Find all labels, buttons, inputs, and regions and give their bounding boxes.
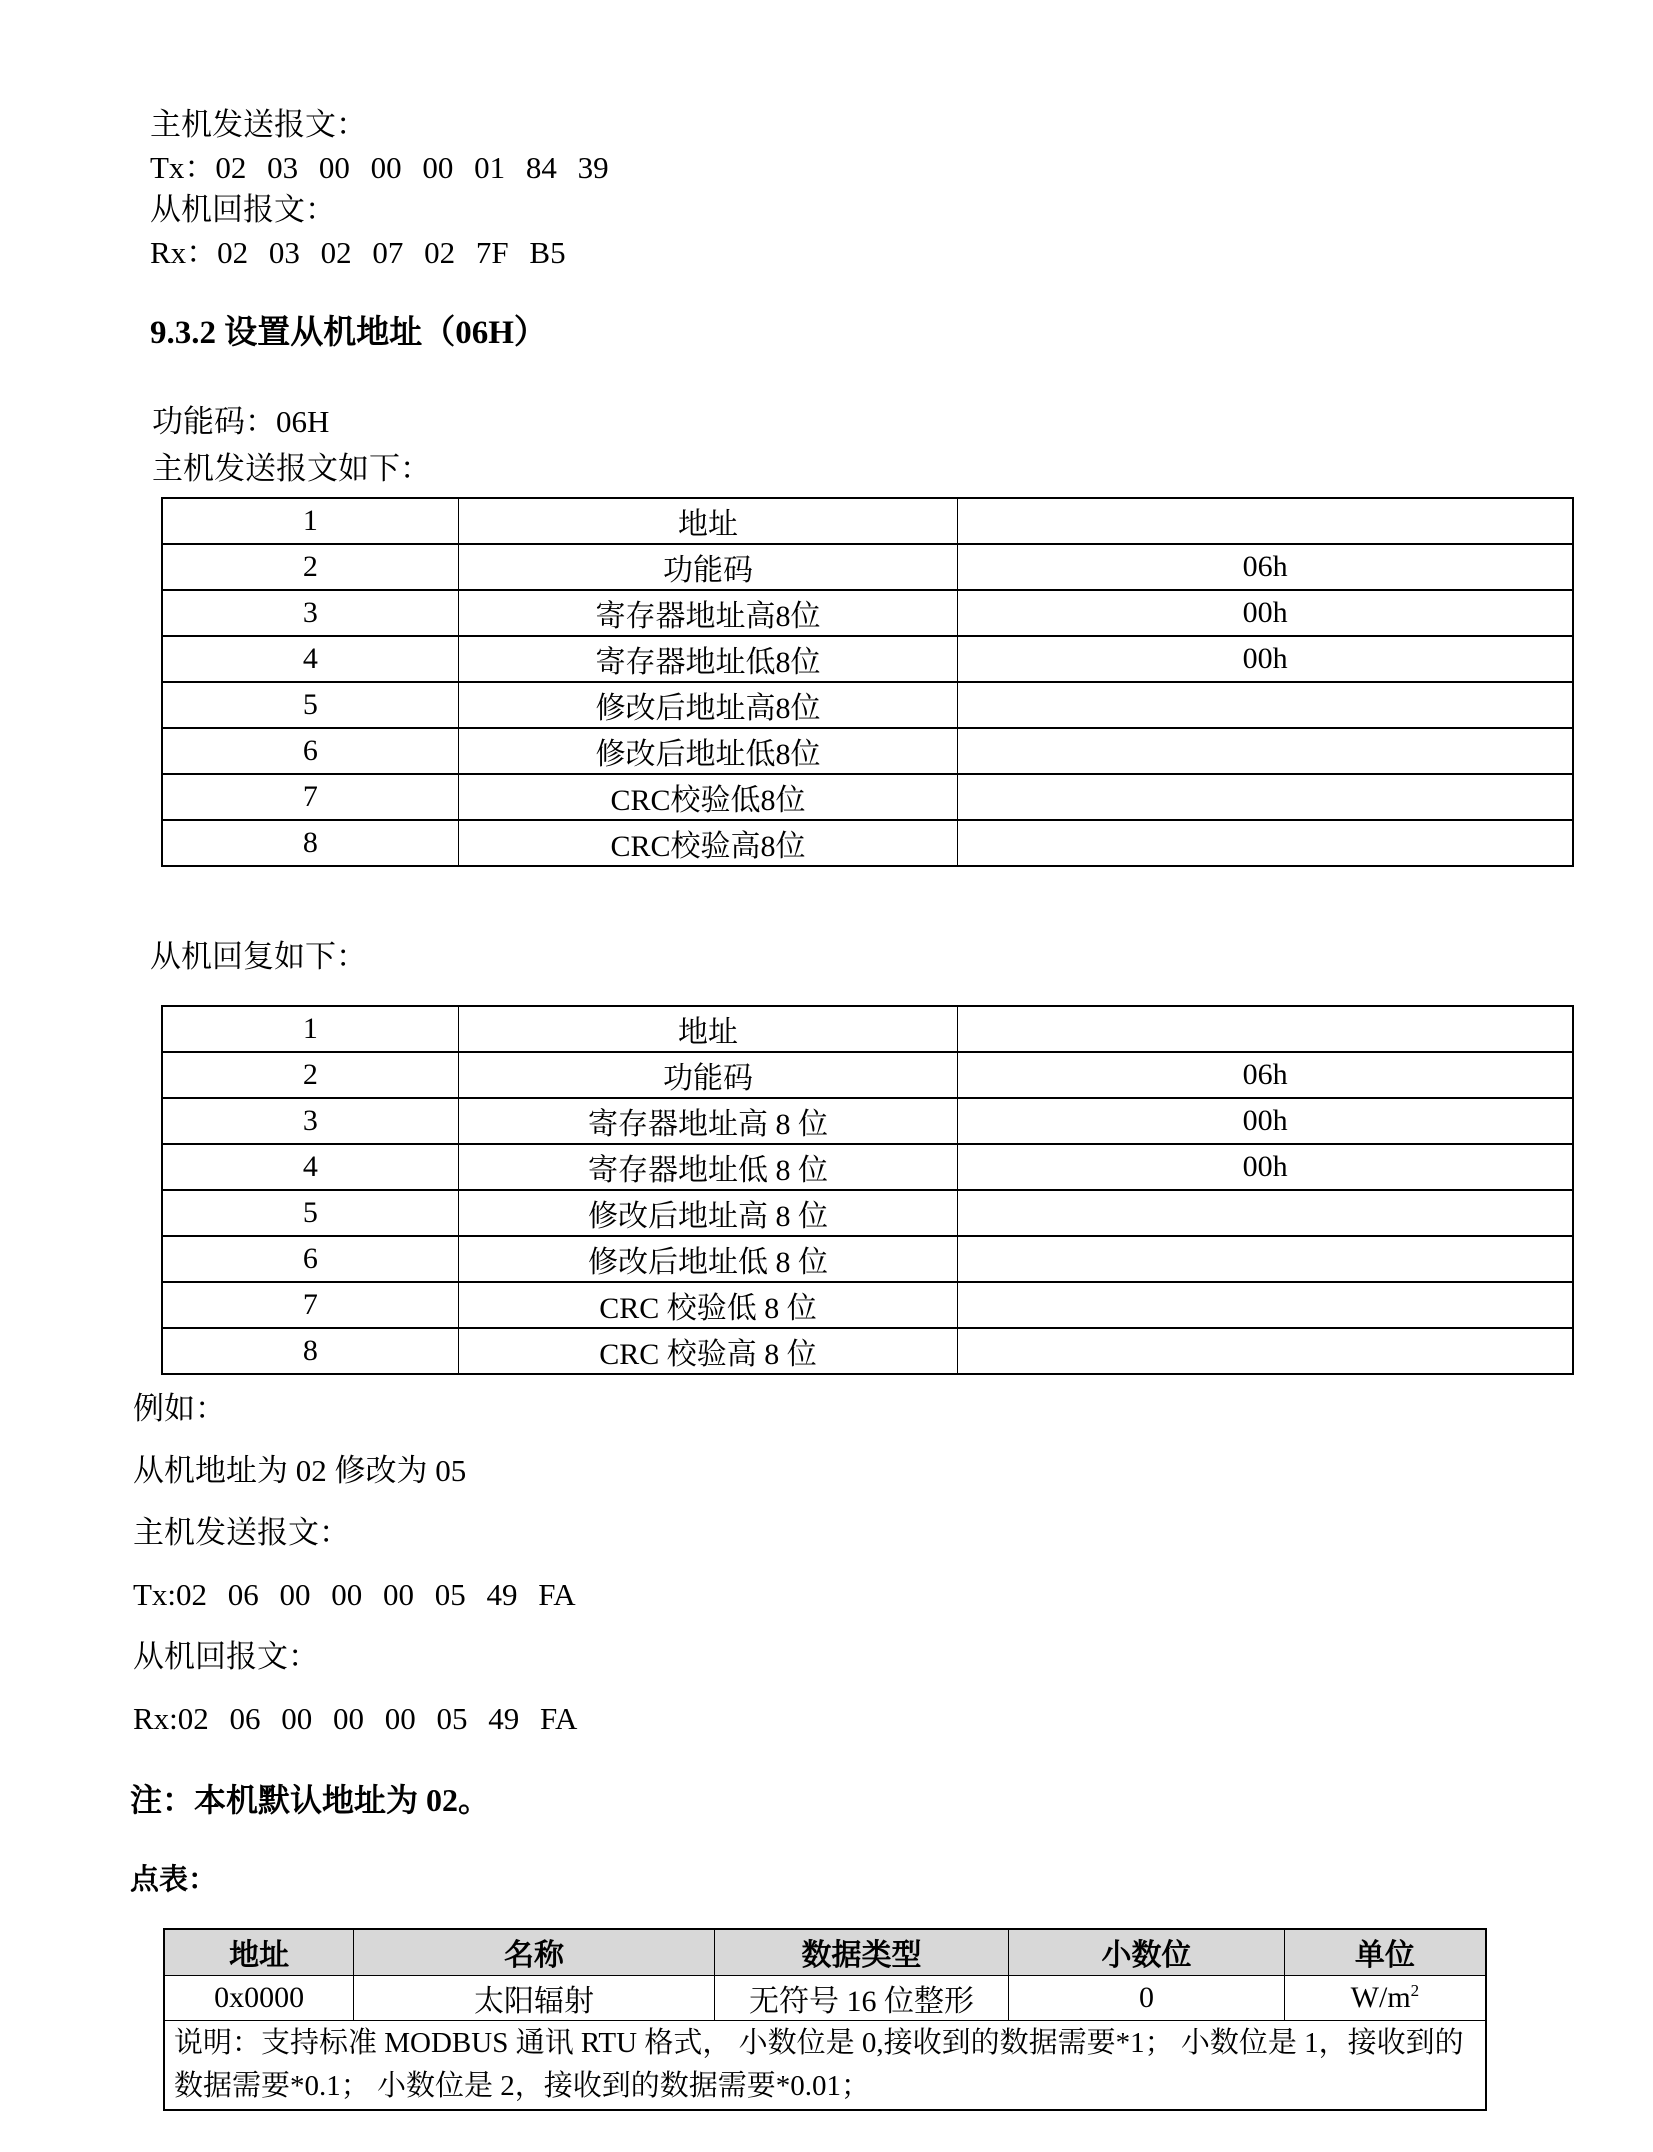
table-cell: 寄存器地址高8位 <box>458 590 957 636</box>
unit-superscript: 2 <box>1410 1980 1420 2000</box>
table-cell: 修改后地址低8位 <box>458 728 957 774</box>
table-cell: 修改后地址高8位 <box>458 682 957 728</box>
table-cell: 修改后地址低 8 位 <box>458 1236 957 1282</box>
slave-reply-table <box>161 1005 1574 1375</box>
header-decimal-places: 小数位 <box>1009 1929 1285 1975</box>
table-cell: 地址 <box>458 498 957 544</box>
table-cell: 2 <box>162 1052 458 1098</box>
unit-base: W/m <box>1350 1980 1411 2014</box>
table-cell: 7 <box>162 774 458 820</box>
point-table-label: 点表： <box>130 1864 218 1896</box>
header-unit: 单位 <box>1284 1929 1486 1975</box>
table-cell: 4 <box>162 636 458 682</box>
table-row <box>162 682 1573 728</box>
cell-register-name: 太阳辐射 <box>354 1975 715 2020</box>
table-cell: 1 <box>162 1006 458 1052</box>
table-cell <box>958 1328 1573 1374</box>
example-block <box>133 1378 577 1750</box>
table-cell: 00h <box>958 1098 1573 1144</box>
table-cell: 00h <box>958 590 1573 636</box>
table-cell <box>958 820 1573 866</box>
table-cell <box>958 1236 1573 1282</box>
section-heading: 9.3.2 设置从机地址（06H） <box>150 315 547 351</box>
table-row <box>162 590 1573 636</box>
table-cell: 3 <box>162 1098 458 1144</box>
table-cell <box>958 1190 1573 1236</box>
master-send-intro-label: 主机发送报文如下： <box>152 450 431 486</box>
table-cell <box>958 498 1573 544</box>
table-cell: 7 <box>162 1282 458 1328</box>
cell-decimal-places: 0 <box>1009 1975 1285 2020</box>
default-address-note: 注：本机默认地址为 02。 <box>130 1782 491 1818</box>
slave-reply-intro-label: 从机回复如下： <box>150 939 367 974</box>
table-cell: 00h <box>958 1144 1573 1190</box>
intro-block <box>150 104 609 274</box>
example-master-send-label: 主机发送报文： <box>133 1515 350 1550</box>
table-cell: 寄存器地址高 8 位 <box>458 1098 957 1144</box>
table-cell: 寄存器地址低 8 位 <box>458 1144 957 1190</box>
table-cell: 功能码 <box>458 544 957 590</box>
table-cell: 5 <box>162 1190 458 1236</box>
point-table-note-row <box>164 2020 1486 2110</box>
rx-message-line: Rx：02 03 02 07 02 7F B5 <box>150 234 566 270</box>
table-row <box>162 1328 1573 1374</box>
table-cell: 8 <box>162 820 458 866</box>
table-cell <box>958 1282 1573 1328</box>
table-row <box>162 636 1573 682</box>
master-send-label: 主机发送报文： <box>150 107 367 142</box>
master-send-table <box>161 497 1574 867</box>
table-cell: 2 <box>162 544 458 590</box>
table-cell <box>958 682 1573 728</box>
table-row <box>162 1006 1573 1052</box>
cell-register-address: 0x0000 <box>164 1975 354 2020</box>
header-name: 名称 <box>354 1929 715 1975</box>
example-tx-line: Tx:02 06 00 00 00 05 49 FA <box>133 1577 576 1612</box>
table-cell: 4 <box>162 1144 458 1190</box>
table-row <box>162 1144 1573 1190</box>
table-cell: 6 <box>162 1236 458 1282</box>
table-row <box>162 498 1573 544</box>
point-table <box>163 1928 1487 2111</box>
point-table-header-row <box>164 1929 1486 1975</box>
table-cell <box>958 774 1573 820</box>
table-cell: CRC校验低8位 <box>458 774 957 820</box>
table-cell: 00h <box>958 636 1573 682</box>
table-cell: 3 <box>162 590 458 636</box>
table-cell: 6 <box>162 728 458 774</box>
example-description: 从机地址为 02 修改为 05 <box>133 1453 467 1488</box>
function-code-line: 功能码：06H <box>152 404 330 439</box>
table-cell: 地址 <box>458 1006 957 1052</box>
table-row <box>162 544 1573 590</box>
tx-message-line: Tx：02 03 00 00 00 01 84 39 <box>150 149 609 185</box>
table-row <box>162 1236 1573 1282</box>
point-table-note: 说明：支持标准 MODBUS 通讯 RTU 格式， 小数位是 0,接收到的数据需要*1； 小数位是 1，接收到的数据需要*0.1； 小数位是 2，接收到的数据需要*0.01； <box>164 2020 1486 2110</box>
table-cell: 5 <box>162 682 458 728</box>
table-row <box>162 1282 1573 1328</box>
table-cell: 06h <box>958 1052 1573 1098</box>
slave-reply-label: 从机回报文： <box>150 192 336 227</box>
table-row <box>162 728 1573 774</box>
point-table-data-row <box>164 1975 1486 2020</box>
function-code-block <box>152 399 431 492</box>
table-row <box>162 774 1573 820</box>
table-cell: 8 <box>162 1328 458 1374</box>
table-cell: 寄存器地址低8位 <box>458 636 957 682</box>
table-row <box>162 1052 1573 1098</box>
cell-data-type: 无符号 16 位整形 <box>714 1975 1009 2020</box>
table-cell: CRC 校验低 8 位 <box>458 1282 957 1328</box>
table-row <box>162 1190 1573 1236</box>
cell-unit <box>1284 1975 1486 2020</box>
table-row <box>162 1098 1573 1144</box>
table-cell: 06h <box>958 544 1573 590</box>
table-cell: 功能码 <box>458 1052 957 1098</box>
header-data-type: 数据类型 <box>714 1929 1009 1975</box>
table-row <box>162 820 1573 866</box>
table-cell <box>958 1006 1573 1052</box>
example-label: 例如： <box>133 1391 226 1426</box>
table-cell: 1 <box>162 498 458 544</box>
example-rx-line: Rx:02 06 00 00 00 05 49 FA <box>133 1701 578 1736</box>
table-cell <box>958 728 1573 774</box>
table-cell: CRC 校验高 8 位 <box>458 1328 957 1374</box>
example-slave-reply-label: 从机回报文： <box>133 1639 319 1674</box>
table-cell: 修改后地址高 8 位 <box>458 1190 957 1236</box>
table-cell: CRC校验高8位 <box>458 820 957 866</box>
header-address: 地址 <box>164 1929 354 1975</box>
